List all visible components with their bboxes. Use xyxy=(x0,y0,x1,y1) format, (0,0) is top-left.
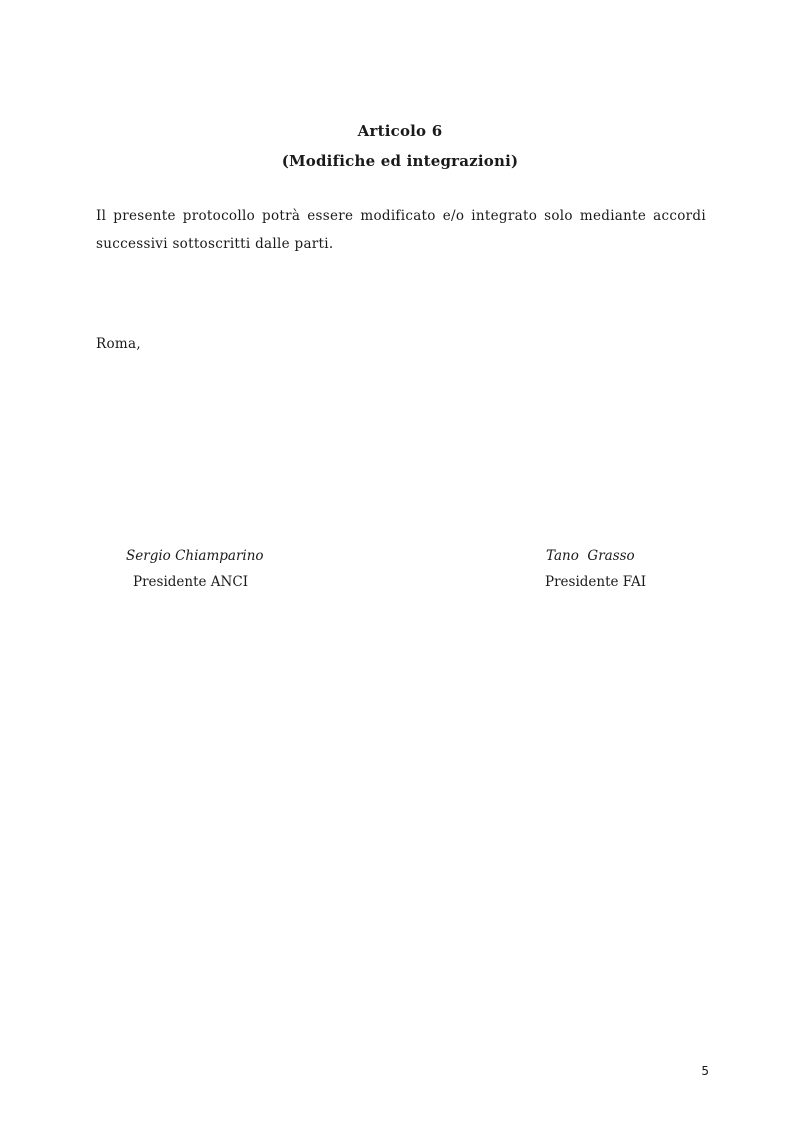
article-subtitle: (Modifiche ed integrazioni) xyxy=(281,152,519,170)
article-body-paragraph: Il presente protocollo potrà essere modificato e/o integrato solo mediante accordi successivi sottoscritti dalle parti. xyxy=(96,208,706,252)
page-number: 5 xyxy=(701,1064,709,1078)
signatory-role: Presidente FAI xyxy=(545,574,647,590)
place-date-line: Roma, xyxy=(96,336,141,352)
signatory-name: Tano Grasso xyxy=(546,548,635,564)
signature-block-anci xyxy=(126,543,264,595)
signatory-role: Presidente ANCI xyxy=(133,574,249,590)
signatory-name: Sergio Chiamparino xyxy=(126,548,264,564)
signature-block-fai xyxy=(546,543,646,595)
article-title: Articolo 6 xyxy=(357,122,443,140)
